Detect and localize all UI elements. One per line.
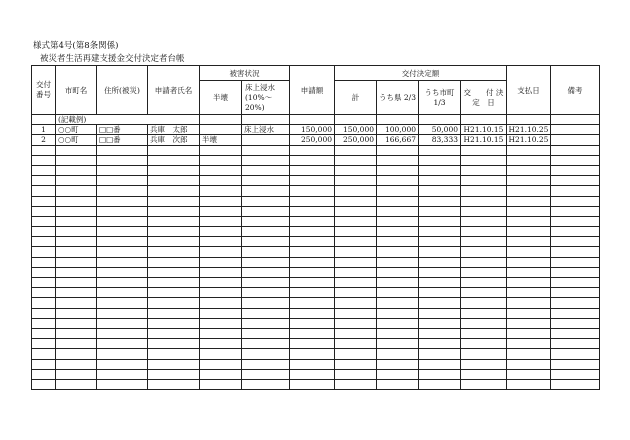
- blank-row: [32, 186, 600, 196]
- blank-row: [32, 145, 600, 155]
- table-row: [32, 125, 600, 135]
- cell-damage1: [200, 125, 242, 135]
- cell-no: 1: [32, 125, 56, 135]
- cell-note: [551, 125, 600, 135]
- blank-row: [32, 349, 600, 359]
- cell-note: [551, 135, 600, 145]
- blank-row: [32, 247, 600, 257]
- ledger-table: [31, 65, 600, 390]
- form-id: 様式第4号(第8条関係): [33, 41, 119, 51]
- cell-damage2: [242, 135, 290, 145]
- cell-address: □□番: [97, 125, 148, 135]
- header-decision-total: 計: [335, 81, 377, 115]
- blank-row: [32, 369, 600, 379]
- blank-row: [32, 288, 600, 298]
- cell-city: ○○町: [56, 125, 97, 135]
- header-damage-flood: 床上浸水 (10%～ 20%): [242, 81, 290, 115]
- header-damage: 被害状況: [200, 66, 290, 81]
- blank-row: [32, 339, 600, 349]
- blank-row: [32, 165, 600, 175]
- header-decision-city: うち市町 1/3: [419, 81, 461, 115]
- cell-pref: 166,667: [377, 135, 419, 145]
- header-request: 申請額: [290, 66, 335, 115]
- blank-row: [32, 237, 600, 247]
- cell-paid: H21.10.25: [507, 135, 551, 145]
- cell-decision_date: H21.10.15: [461, 125, 507, 135]
- header-decision-date: 交 付 決 定 日: [461, 81, 507, 115]
- blank-row: [32, 278, 600, 288]
- cell-applicant: 兵庫 太郎: [148, 125, 200, 135]
- cell-pref: 100,000: [377, 125, 419, 135]
- blank-row: [32, 379, 600, 389]
- cell-applicant: 兵庫 次郎: [148, 135, 200, 145]
- header-note: 備考: [551, 66, 600, 115]
- header-decision: 交付決定額: [335, 66, 507, 81]
- blank-row: [32, 318, 600, 328]
- header-applicant: 申請者氏名: [148, 66, 200, 115]
- header-city: 市町名: [56, 66, 97, 115]
- blank-row: [32, 359, 600, 369]
- cell-citypart: 83,333: [419, 135, 461, 145]
- cell-city: ○○町: [56, 135, 97, 145]
- cell-request: 250,000: [290, 135, 335, 145]
- cell-citypart: 50,000: [419, 125, 461, 135]
- blank-row: [32, 176, 600, 186]
- cell-request: 150,000: [290, 125, 335, 135]
- header-no: 交付 番号: [32, 66, 56, 115]
- blank-row: [32, 257, 600, 267]
- blank-row: [32, 328, 600, 338]
- header-paid: 支払日: [507, 66, 551, 115]
- table-row: [32, 135, 600, 145]
- header-damage-half: 半壊: [200, 81, 242, 115]
- blank-row: [32, 196, 600, 206]
- blank-row: [32, 216, 600, 226]
- page-title: 被災者生活再建支援金交付決定者台帳: [40, 54, 185, 64]
- cell-damage1: 半壊: [200, 135, 242, 145]
- blank-row: [32, 155, 600, 165]
- header-decision-pref: うち県 2/3: [377, 81, 419, 115]
- cell-address: □□番: [97, 135, 148, 145]
- blank-row: [32, 227, 600, 237]
- blank-row: [32, 206, 600, 216]
- header-address: 住所(被災): [97, 66, 148, 115]
- example-label: (記載例): [56, 115, 200, 125]
- cell-decision_date: H21.10.15: [461, 135, 507, 145]
- blank-row: [32, 298, 600, 308]
- cell-paid: H21.10.25: [507, 125, 551, 135]
- cell-no: 2: [32, 135, 56, 145]
- blank-row: [32, 267, 600, 277]
- cell-damage2: 床上浸水: [242, 125, 290, 135]
- cell-total: 150,000: [335, 125, 377, 135]
- blank-row: [32, 308, 600, 318]
- cell-total: 250,000: [335, 135, 377, 145]
